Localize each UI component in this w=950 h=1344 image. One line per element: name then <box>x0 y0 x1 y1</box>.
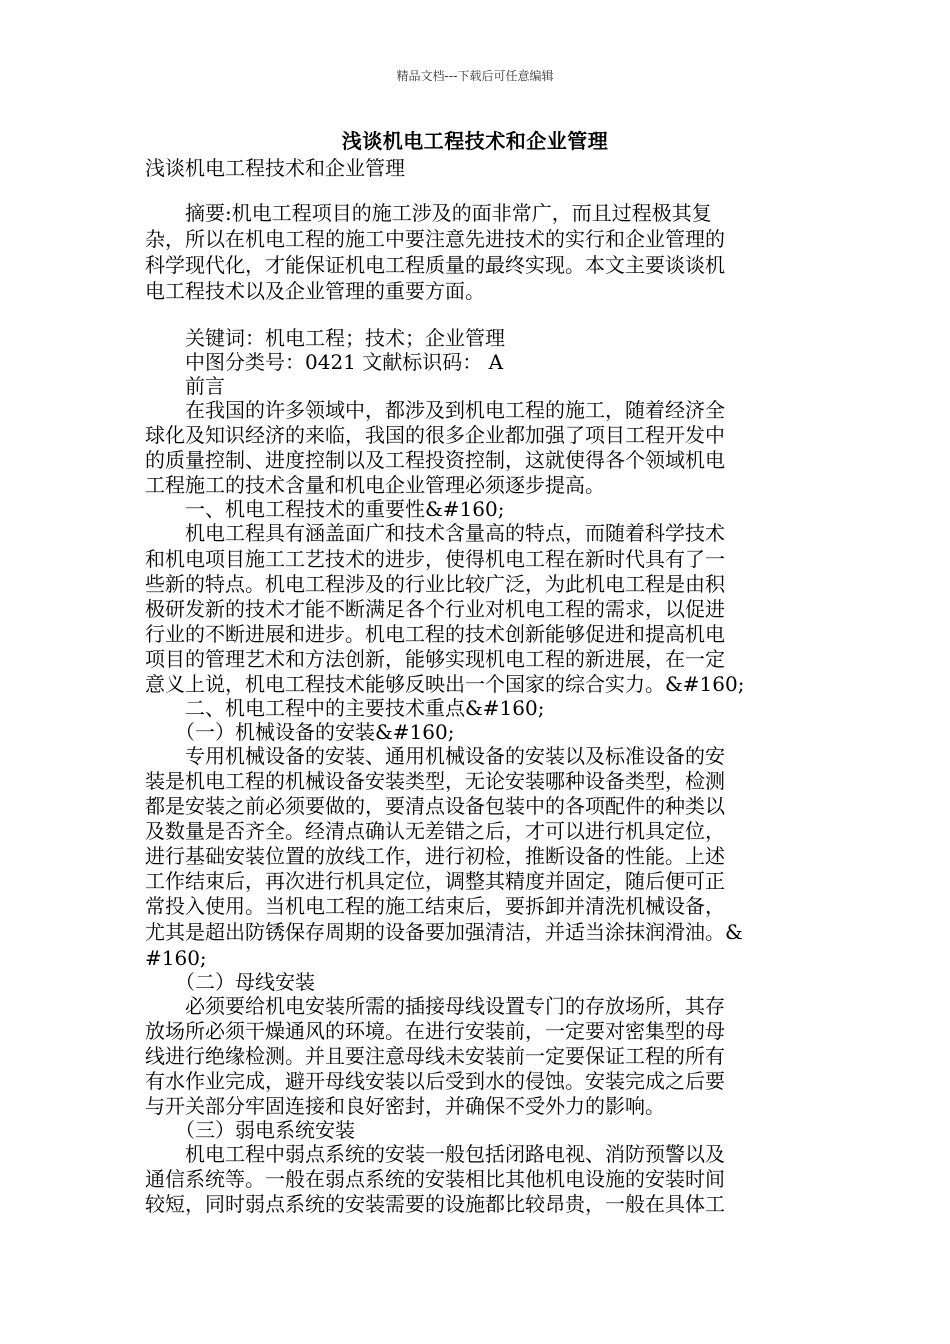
body-line: 球化及知识经济的来临，我国的很多企业都加强了项目工程开发中 <box>145 423 725 447</box>
body-line: 和机电项目施工工艺技术的进步，使得机电工程在新时代具有了一 <box>145 547 725 571</box>
body-line: 些新的特点。机电工程涉及的行业比较广泛，为此机电工程是由积 <box>145 572 725 596</box>
body-line: 线进行绝缘检测。并且要注意母线未安装前一定要保证工程的所有 <box>145 1044 725 1068</box>
body-line: （三）弱电系统安装 <box>145 1118 355 1142</box>
body-line: 常投入使用。当机电工程的施工结束后，要拆卸并清洗机械设备， <box>145 894 725 918</box>
body-line: 的质量控制、进度控制以及工程投资控制，这就使得各个领域机电 <box>145 448 725 472</box>
body-line: 中图分类号：0421 文献标识码： A <box>145 350 504 374</box>
body-line: #160; <box>145 946 207 970</box>
body-line: 机电工程具有涵盖面广和技术含量高的特点，而随着科学技术 <box>145 521 725 545</box>
body-line: 与开关部分牢固连接和良好密封，并确保不受外力的影响。 <box>145 1094 665 1118</box>
body-line: （一）机械设备的安装&#160; <box>145 720 455 744</box>
body-line: 进行基础安装位置的放线工作，进行初检，推断设备的性能。上述 <box>145 844 725 868</box>
body-line: 及数量是否齐全。经清点确认无差错之后，才可以进行机具定位， <box>145 819 725 843</box>
body-line: 工作结束后，再次进行机具定位，调整其精度并固定，随后便可正 <box>145 869 725 893</box>
body-line: （二）母线安装 <box>145 970 315 994</box>
body-line: 摘要:机电工程项目的施工涉及的面非常广，而且过程极其复 <box>145 201 712 225</box>
body-line: 通信系统等。一般在弱点系统的安装相比其他机电设施的安装时间 <box>145 1167 725 1191</box>
header-note: 精品文档---下载后可任意编辑 <box>396 69 554 83</box>
body-line: 在我国的许多领域中，都涉及到机电工程的施工，随着经济全 <box>145 398 725 422</box>
body-line: 专用机械设备的安装、通用机械设备的安装以及标准设备的安 <box>145 744 725 768</box>
body-line: 装是机电工程的机械设备安装类型，无论安装哪种设备类型，检测 <box>145 769 725 793</box>
body-line: 科学现代化，才能保证机电工程质量的最终实现。本文主要谈谈机 <box>145 253 725 277</box>
body-line: 项目的管理艺术和方法创新，能够实现机电工程的新进展，在一定 <box>145 647 725 671</box>
body-line: 极研发新的技术才能不断满足各个行业对机电工程的需求，以促进 <box>145 597 725 621</box>
body-line: 意义上说，机电工程技术能够反映出一个国家的综合实力。&#160; <box>145 672 745 696</box>
body-line: 前言 <box>145 374 225 398</box>
body-line: 工程施工的技术含量和机电企业管理必须逐步提高。 <box>145 473 605 497</box>
body-line: 机电工程中弱点系统的安装一般包括闭路电视、消防预警以及 <box>145 1142 725 1166</box>
body-line: 一、机电工程技术的重要性&#160; <box>145 497 505 521</box>
body-line: 都是安装之前必须要做的，要清点设备包装中的各项配件的种类以 <box>145 794 725 818</box>
body-line: 必须要给机电安装所需的插接母线设置专门的存放场所，其存 <box>145 994 725 1018</box>
document-subtitle: 浅谈机电工程技术和企业管理 <box>145 156 405 180</box>
body-line: 关键词：机电工程；技术；企业管理 <box>145 326 505 350</box>
body-line: 电工程技术以及企业管理的重要方面。 <box>145 279 485 303</box>
body-line: 尤其是超出防锈保存周期的设备要加强清洁，并适当涂抹润滑油。& <box>145 920 743 944</box>
body-line: 放场所必须干燥通风的环境。在进行安装前，一定要对密集型的母 <box>145 1019 725 1043</box>
body-line: 较短，同时弱点系统的安装需要的设施都比较昂贵，一般在具体工 <box>145 1192 725 1216</box>
document-title: 浅谈机电工程技术和企业管理 <box>341 129 609 153</box>
body-line: 有水作业完成，避开母线安装以后受到水的侵蚀。安装完成之后要 <box>145 1069 725 1093</box>
body-line: 行业的不断进展和进步。机电工程的技术创新能够促进和提高机电 <box>145 622 725 646</box>
body-line: 二、机电工程中的主要技术重点&#160; <box>145 696 545 720</box>
body-line: 杂，所以在机电工程的施工中要注意先进技术的实行和企业管理的 <box>145 227 725 251</box>
